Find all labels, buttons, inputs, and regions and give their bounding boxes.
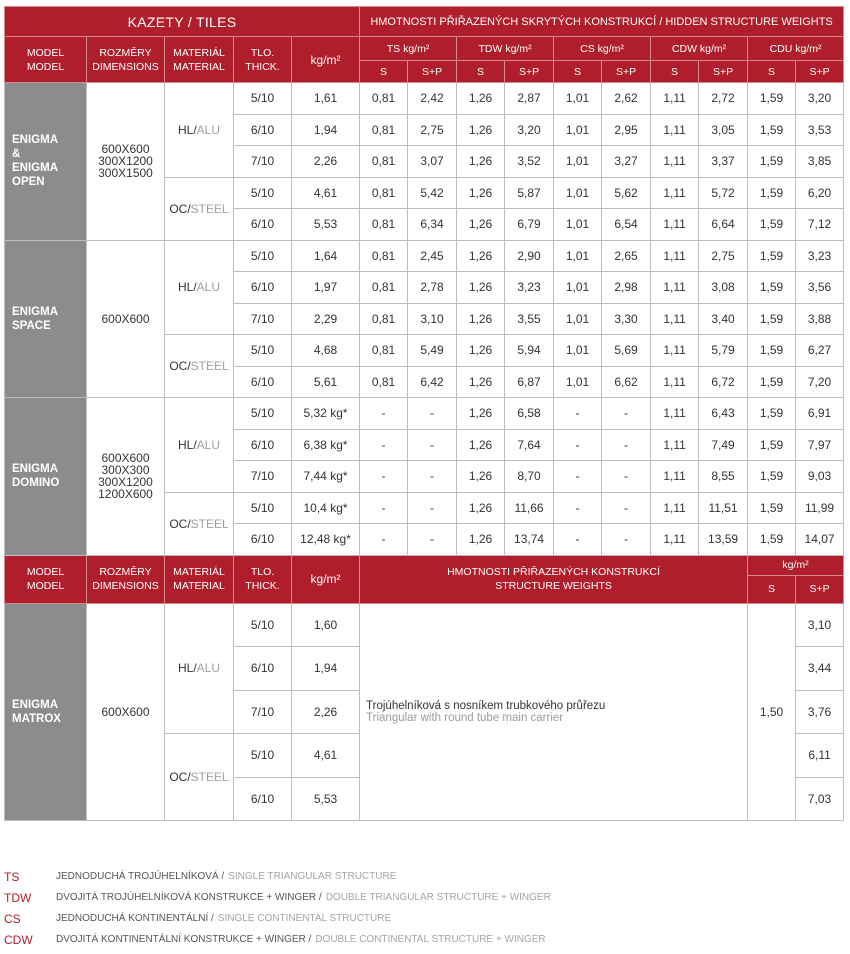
material-code: OC — [169, 201, 188, 216]
value-cell: - — [408, 398, 457, 430]
material-code: HL — [177, 437, 194, 452]
value-cell: 1,26 — [457, 398, 505, 430]
thickness-cell: 6/10 — [234, 272, 292, 304]
value-cell: 3,30 — [602, 303, 651, 335]
value-cell: - — [408, 492, 457, 524]
value-cell: 6,62 — [602, 366, 651, 398]
value-cell: 2,75 — [699, 240, 748, 272]
value-cell: 1,01 — [554, 335, 602, 367]
material-separator: / — [187, 516, 191, 531]
thickness-cell: 6/10 — [234, 777, 292, 821]
value-cell: 1,26 — [457, 272, 505, 304]
weight-cell: 2,26 — [292, 690, 360, 734]
value-cell: 1,59 — [748, 492, 796, 524]
value-cell: 3,10 — [408, 303, 457, 335]
weight-cell: 1,94 — [292, 114, 360, 146]
value-cell: 2,42 — [408, 83, 457, 115]
material-separator: / — [187, 359, 191, 373]
value-cell: 13,59 — [699, 524, 748, 556]
model-cell: ENIGMA MATROX — [5, 603, 87, 821]
value-cell: 8,70 — [505, 461, 554, 493]
value-cell: - — [360, 461, 408, 493]
material-separator: / — [193, 122, 197, 137]
thickness-cell: 6/10 — [234, 524, 292, 556]
value-cell: 3,37 — [699, 146, 748, 178]
group-header-cdu: CDU kg/m² — [748, 37, 844, 61]
value-cell: 3,05 — [699, 114, 748, 146]
value-cell: 7,20 — [796, 366, 844, 398]
note-en: Triangular with round tube main carrier — [366, 711, 564, 724]
material-separator: / — [187, 770, 191, 784]
value-cell: 1,26 — [457, 146, 505, 178]
note-cz: Trojúhelníková s nosníkem trubkového průřezu — [366, 699, 606, 712]
dimensions-col-header: ROZMĚRY DIMENSIONS — [87, 37, 165, 83]
sub-header-sp: S+P — [505, 61, 554, 83]
material-code: HL — [177, 661, 194, 676]
value-cell: 6,91 — [796, 398, 844, 430]
group-header-cdw: CDW kg/m² — [651, 37, 748, 61]
thickness-cell: 5/10 — [234, 335, 292, 367]
sub-header-sp: S+P — [408, 61, 457, 83]
sub-header-s: S — [554, 61, 602, 83]
value-cell: 0,81 — [360, 114, 408, 146]
group-header-ts: TS kg/m² — [360, 37, 457, 61]
value-cell: 6,72 — [699, 366, 748, 398]
tiles-header: KAZETY / TILES — [5, 7, 360, 37]
matrox-header-row — [5, 555, 844, 575]
value-cell: 3,23 — [505, 272, 554, 304]
value-cell: 1,11 — [651, 524, 699, 556]
value-cell: 5,69 — [602, 335, 651, 367]
thickness-cell: 7/10 — [234, 690, 292, 734]
thickness-cell: 7/10 — [234, 461, 292, 493]
material-code: OC — [169, 359, 188, 373]
value-cell: 6,27 — [796, 335, 844, 367]
value-cell: 2,98 — [602, 272, 651, 304]
value-cell: 0,81 — [360, 303, 408, 335]
value-cell: - — [602, 429, 651, 461]
value-cell: 2,95 — [602, 114, 651, 146]
table-row — [5, 398, 844, 430]
value-cell: 1,11 — [651, 83, 699, 115]
value-cell: 1,59 — [748, 272, 796, 304]
legend-item — [4, 887, 551, 908]
material-name-en: STEEL — [190, 516, 229, 531]
material-name-en: STEEL — [190, 359, 229, 373]
value-cell: 1,59 — [748, 114, 796, 146]
value-cell: 11,66 — [505, 492, 554, 524]
value-cell: 1,26 — [457, 492, 505, 524]
sub-header-s: S — [748, 575, 796, 603]
value-cell: 1,11 — [651, 461, 699, 493]
unit-col-header: kg/m² — [292, 555, 360, 603]
value-cell: - — [602, 398, 651, 430]
thickness-cell: 6/10 — [234, 647, 292, 691]
material-separator: / — [187, 201, 191, 216]
thickness-cell: 5/10 — [234, 603, 292, 647]
weight-cell: 4,61 — [292, 177, 360, 209]
dimensions-cell: 600X600 — [87, 240, 165, 398]
legend-abbr: CS — [4, 911, 21, 926]
value-cell: 1,01 — [554, 114, 602, 146]
weight-cell: 2,26 — [292, 146, 360, 178]
sub-header-s: S — [748, 61, 796, 83]
legend-text-cz: JEDNODUCHÁ TROJÚHELNÍKOVÁ / — [56, 871, 225, 882]
weight-cell: 1,94 — [292, 647, 360, 691]
group-header-cs: CS kg/m² — [554, 37, 651, 61]
sub-header-s: S — [457, 61, 505, 83]
model-cell: ENIGMA SPACE — [5, 240, 87, 398]
legend-text-cz: JEDNODUCHÁ KONTINENTÁLNÍ / — [56, 913, 214, 924]
value-cell: - — [554, 524, 602, 556]
value-cell: 1,11 — [651, 429, 699, 461]
value-cell: - — [602, 524, 651, 556]
dimensions-cell: 600X600 300X300 300X1200 1200X600 — [87, 398, 165, 556]
sub-header-sp: S+P — [602, 61, 651, 83]
value-cell: 1,01 — [554, 177, 602, 209]
value-cell: 1,26 — [457, 335, 505, 367]
dimensions-cell: 600X600 300X1200 300X1500 — [87, 83, 165, 241]
material-separator: / — [193, 661, 197, 676]
model-col-header: MODEL MODEL — [5, 555, 87, 603]
thickness-col-header: TLO. THICK. — [234, 555, 292, 603]
value-cell: 2,78 — [408, 272, 457, 304]
legend-text-en: SINGLE TRIANGULAR STRUCTURE — [228, 871, 397, 882]
value-cell: 7,97 — [796, 429, 844, 461]
value-cell: 2,90 — [505, 240, 554, 272]
sub-header-sp: S+P — [796, 575, 844, 603]
value-cell: 7,03 — [796, 777, 844, 821]
thickness-cell: 5/10 — [234, 83, 292, 115]
weight-cell: 1,97 — [292, 272, 360, 304]
material-code: HL — [177, 122, 194, 137]
value-cell: 1,11 — [651, 272, 699, 304]
thickness-cell: 7/10 — [234, 303, 292, 335]
value-cell: 1,26 — [457, 83, 505, 115]
value-cell: 1,26 — [457, 366, 505, 398]
weight-cell: 12,48 kg* — [292, 524, 360, 556]
value-cell: 1,59 — [748, 366, 796, 398]
thickness-cell: 5/10 — [234, 240, 292, 272]
value-cell: - — [408, 524, 457, 556]
value-cell: 1,59 — [748, 335, 796, 367]
value-cell: 5,42 — [408, 177, 457, 209]
value-cell: 2,45 — [408, 240, 457, 272]
unit-col-header: kg/m² — [292, 37, 360, 83]
thickness-cell: 6/10 — [234, 366, 292, 398]
sub-header-sp: S+P — [699, 61, 748, 83]
value-cell: 3,07 — [408, 146, 457, 178]
value-cell: 7,12 — [796, 209, 844, 241]
value-cell: 1,59 — [748, 83, 796, 115]
value-cell: 1,26 — [457, 209, 505, 241]
value-cell: 6,34 — [408, 209, 457, 241]
value-cell: 1,26 — [457, 177, 505, 209]
legend — [4, 866, 551, 950]
value-cell: 6,42 — [408, 366, 457, 398]
value-cell: 7,49 — [699, 429, 748, 461]
material-name-en: ALU — [196, 122, 221, 137]
value-cell: 1,11 — [651, 177, 699, 209]
value-cell: 1,11 — [651, 303, 699, 335]
legend-item — [4, 908, 551, 929]
thickness-cell: 6/10 — [234, 429, 292, 461]
thickness-col-header: TLO. THICK. — [234, 37, 292, 83]
value-cell: 1,59 — [748, 429, 796, 461]
value-cell: - — [554, 429, 602, 461]
value-cell: 1,59 — [748, 524, 796, 556]
value-cell: 0,81 — [360, 83, 408, 115]
value-cell: 1,11 — [651, 366, 699, 398]
material-col-header: MATERIÁL MATERIAL — [165, 555, 234, 603]
value-cell: 2,62 — [602, 83, 651, 115]
value-cell: 11,51 — [699, 492, 748, 524]
value-cell: 3,44 — [796, 647, 844, 691]
material-separator: / — [193, 280, 197, 295]
material-cell — [165, 83, 234, 178]
value-cell: 0,81 — [360, 146, 408, 178]
weight-cell: 4,68 — [292, 335, 360, 367]
weight-cell: 4,61 — [292, 734, 360, 778]
value-cell: - — [360, 398, 408, 430]
value-cell: 6,79 — [505, 209, 554, 241]
value-cell: 3,56 — [796, 272, 844, 304]
value-cell: 1,01 — [554, 366, 602, 398]
table-row — [5, 83, 844, 115]
sub-header-s: S — [360, 61, 408, 83]
legend-text-cz: DVOJITÁ KONTINENTÁLNÍ KONSTRUKCE + WINGER / — [56, 934, 312, 945]
value-cell: 1,59 — [748, 146, 796, 178]
table-row — [5, 603, 844, 647]
value-cell: 5,72 — [699, 177, 748, 209]
value-cell: 2,87 — [505, 83, 554, 115]
material-cell — [165, 492, 234, 555]
material-cell — [165, 335, 234, 398]
thickness-cell: 5/10 — [234, 398, 292, 430]
matrox-s-value: 1,50 — [748, 603, 796, 821]
model-col-header: MODEL MODEL — [5, 37, 87, 83]
model-cell: ENIGMA DOMINO — [5, 398, 87, 556]
dimensions-cell: 600X600 — [87, 603, 165, 821]
material-name-en: ALU — [196, 661, 221, 676]
value-cell: 6,11 — [796, 734, 844, 778]
value-cell: 1,11 — [651, 398, 699, 430]
value-cell: 1,11 — [651, 209, 699, 241]
value-cell: 3,08 — [699, 272, 748, 304]
value-cell: 6,87 — [505, 366, 554, 398]
thickness-cell: 5/10 — [234, 177, 292, 209]
value-cell: - — [360, 429, 408, 461]
weight-cell: 6,38 kg* — [292, 429, 360, 461]
structure-note — [360, 603, 748, 821]
value-cell: 0,81 — [360, 335, 408, 367]
value-cell: 3,40 — [699, 303, 748, 335]
value-cell: 0,81 — [360, 240, 408, 272]
value-cell: - — [408, 461, 457, 493]
value-cell: 2,72 — [699, 83, 748, 115]
value-cell: 1,01 — [554, 272, 602, 304]
legend-item — [4, 866, 551, 887]
legend-abbr: TS — [4, 869, 20, 884]
weight-cell: 1,64 — [292, 240, 360, 272]
material-name-en: STEEL — [190, 770, 229, 784]
dimensions-col-header: ROZMĚRY DIMENSIONS — [87, 555, 165, 603]
value-cell: 0,81 — [360, 366, 408, 398]
value-cell: 1,59 — [748, 177, 796, 209]
value-cell: - — [602, 461, 651, 493]
value-cell: 6,43 — [699, 398, 748, 430]
material-col-header: MATERIÁL MATERIAL — [165, 37, 234, 83]
value-cell: 1,11 — [651, 492, 699, 524]
value-cell: 1,01 — [554, 209, 602, 241]
value-cell: 1,59 — [748, 461, 796, 493]
material-cell — [165, 177, 234, 240]
value-cell: 0,81 — [360, 177, 408, 209]
matrox-unit-header: kg/m² — [748, 555, 844, 575]
thickness-cell: 6/10 — [234, 114, 292, 146]
value-cell: 5,87 — [505, 177, 554, 209]
material-name-en: ALU — [196, 437, 221, 452]
value-cell: 3,55 — [505, 303, 554, 335]
value-cell: 1,26 — [457, 461, 505, 493]
value-cell: 1,59 — [748, 398, 796, 430]
weight-cell: 1,60 — [292, 603, 360, 647]
legend-abbr: CDW — [4, 932, 33, 947]
table-row — [5, 240, 844, 272]
material-code: OC — [169, 770, 188, 784]
structure-weights-header: HMOTNOSTI PŘIŘAZENÝCH KONSTRUKCÍ STRUCTURE WEIGHTS — [360, 555, 748, 603]
value-cell: - — [554, 398, 602, 430]
value-cell: 5,94 — [505, 335, 554, 367]
weight-cell: 10,4 kg* — [292, 492, 360, 524]
weights-table — [4, 6, 844, 821]
value-cell: 6,20 — [796, 177, 844, 209]
value-cell: 9,03 — [796, 461, 844, 493]
value-cell: 1,01 — [554, 303, 602, 335]
value-cell: 3,27 — [602, 146, 651, 178]
value-cell: 1,11 — [651, 114, 699, 146]
material-cell — [165, 734, 234, 821]
value-cell: 0,81 — [360, 272, 408, 304]
value-cell: 6,64 — [699, 209, 748, 241]
value-cell: 6,58 — [505, 398, 554, 430]
value-cell: - — [360, 524, 408, 556]
thickness-cell: 6/10 — [234, 209, 292, 241]
value-cell: 3,53 — [796, 114, 844, 146]
value-cell: 6,54 — [602, 209, 651, 241]
value-cell: - — [554, 492, 602, 524]
value-cell: 5,49 — [408, 335, 457, 367]
value-cell: 13,74 — [505, 524, 554, 556]
value-cell: 1,26 — [457, 114, 505, 146]
value-cell: 3,10 — [796, 603, 844, 647]
material-cell — [165, 240, 234, 335]
weight-cell: 5,32 kg* — [292, 398, 360, 430]
value-cell: - — [554, 461, 602, 493]
value-cell: - — [408, 429, 457, 461]
value-cell: 3,52 — [505, 146, 554, 178]
weight-cell: 7,44 kg* — [292, 461, 360, 493]
value-cell: 2,65 — [602, 240, 651, 272]
material-cell — [165, 398, 234, 493]
thickness-cell: 5/10 — [234, 492, 292, 524]
model-cell: ENIGMA & ENIGMA OPEN — [5, 83, 87, 241]
material-cell — [165, 603, 234, 734]
value-cell: 3,20 — [505, 114, 554, 146]
value-cell: 7,64 — [505, 429, 554, 461]
value-cell: 1,11 — [651, 335, 699, 367]
thickness-cell: 5/10 — [234, 734, 292, 778]
value-cell: 1,59 — [748, 240, 796, 272]
value-cell: 1,01 — [554, 240, 602, 272]
value-cell: 1,11 — [651, 240, 699, 272]
sub-header-s: S — [651, 61, 699, 83]
value-cell: 1,11 — [651, 146, 699, 178]
material-name-en: ALU — [196, 280, 221, 295]
material-name-en: STEEL — [190, 201, 229, 216]
legend-item — [4, 929, 551, 950]
value-cell: 1,01 — [554, 83, 602, 115]
value-cell: 3,76 — [796, 690, 844, 734]
weight-cell: 2,29 — [292, 303, 360, 335]
value-cell: 3,23 — [796, 240, 844, 272]
material-separator: / — [193, 437, 197, 452]
value-cell: 1,26 — [457, 240, 505, 272]
weight-cell: 5,53 — [292, 777, 360, 821]
legend-text-en: SINGLE CONTINENTAL STRUCTURE — [217, 913, 392, 924]
value-cell: - — [602, 492, 651, 524]
value-cell: 2,75 — [408, 114, 457, 146]
weight-cell: 5,61 — [292, 366, 360, 398]
sub-header-sp: S+P — [796, 61, 844, 83]
value-cell: - — [360, 492, 408, 524]
hidden-structure-header: HMOTNOSTI PŘIŘAZENÝCH SKRYTÝCH KONSTRUKCÍ / HIDDEN STRUCTURE WEIGHTS — [360, 7, 844, 37]
legend-abbr: TDW — [4, 890, 32, 905]
value-cell: 1,01 — [554, 146, 602, 178]
value-cell: 1,26 — [457, 429, 505, 461]
value-cell: 3,88 — [796, 303, 844, 335]
legend-text-cz: DVOJITÁ TROJÚHELNÍKOVÁ KONSTRUKCE + WINGER / — [56, 892, 322, 903]
legend-text-en: DOUBLE TRIANGULAR STRUCTURE + WINGER — [325, 892, 551, 903]
value-cell: 1,26 — [457, 524, 505, 556]
value-cell: 3,20 — [796, 83, 844, 115]
value-cell: 5,79 — [699, 335, 748, 367]
thickness-cell: 7/10 — [234, 146, 292, 178]
material-code: OC — [169, 516, 188, 531]
value-cell: 14,07 — [796, 524, 844, 556]
value-cell: 1,59 — [748, 303, 796, 335]
value-cell: 11,99 — [796, 492, 844, 524]
value-cell: 5,62 — [602, 177, 651, 209]
value-cell: 8,55 — [699, 461, 748, 493]
value-cell: 3,85 — [796, 146, 844, 178]
value-cell: 1,26 — [457, 303, 505, 335]
group-header-tdw: TDW kg/m² — [457, 37, 554, 61]
value-cell: 1,59 — [748, 209, 796, 241]
weight-cell: 5,53 — [292, 209, 360, 241]
value-cell: 0,81 — [360, 209, 408, 241]
material-code: HL — [177, 280, 194, 295]
weight-cell: 1,61 — [292, 83, 360, 115]
legend-text-en: DOUBLE CONTINENTAL STRUCTURE + WINGER — [315, 934, 546, 945]
